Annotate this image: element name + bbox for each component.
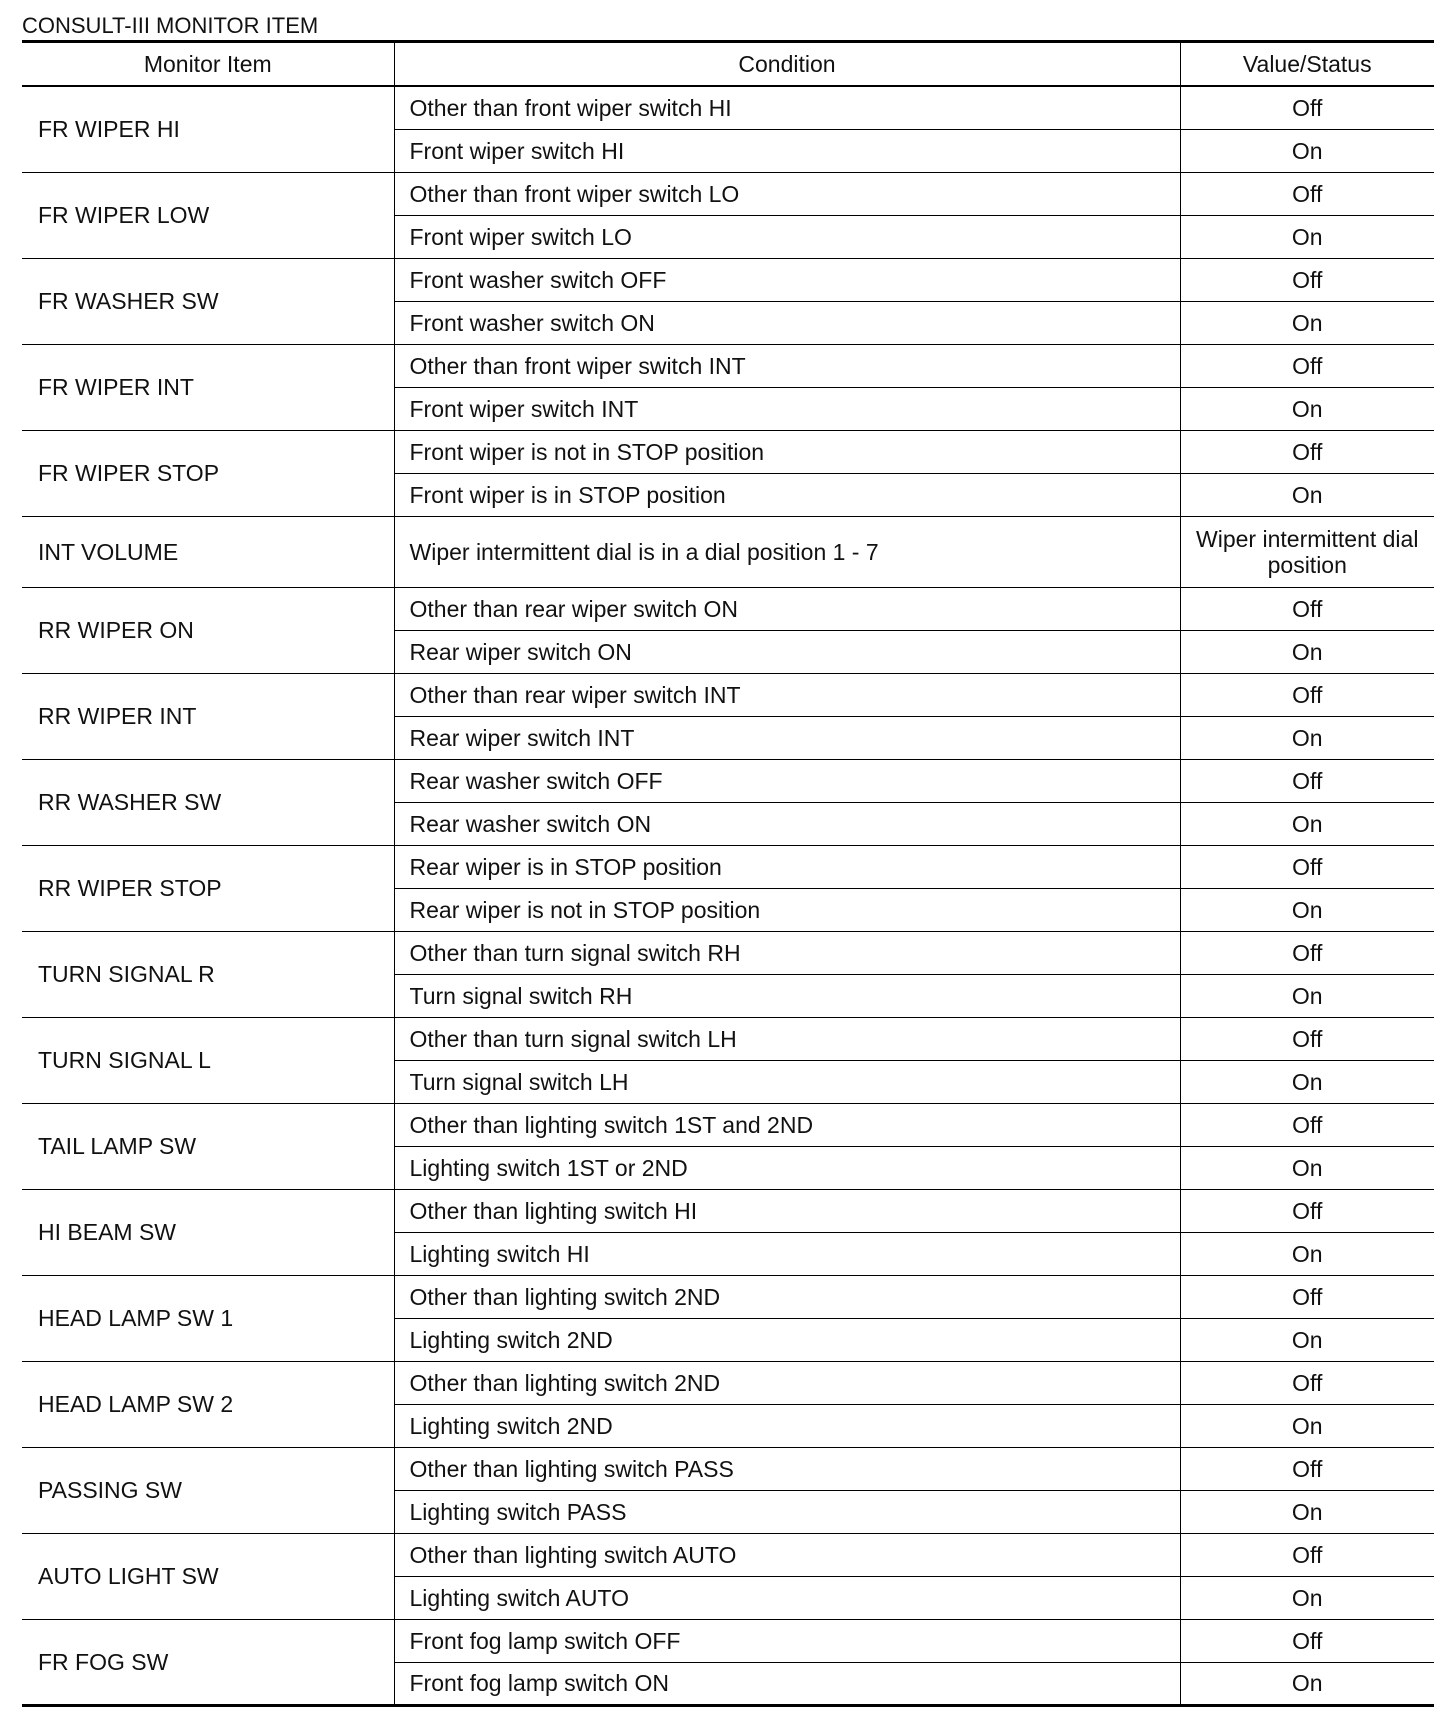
monitor-item-name: TURN SIGNAL L <box>22 1017 394 1103</box>
condition-cell: Other than front wiper switch HI <box>394 86 1180 129</box>
value-status-cell: Wiper intermittent dial position <box>1180 516 1434 587</box>
value-status-cell: On <box>1180 1490 1434 1533</box>
value-status-cell: On <box>1180 1576 1434 1619</box>
table-row <box>22 86 1434 129</box>
condition-cell: Other than turn signal switch LH <box>394 1017 1180 1060</box>
monitor-item-name: HI BEAM SW <box>22 1189 394 1275</box>
condition-cell: Turn signal switch LH <box>394 1060 1180 1103</box>
value-status-cell: On <box>1180 301 1434 344</box>
monitor-item-name: FR WASHER SW <box>22 258 394 344</box>
condition-cell: Other than lighting switch 2ND <box>394 1361 1180 1404</box>
value-status-cell: On <box>1180 215 1434 258</box>
condition-cell: Other than lighting switch 1ST and 2ND <box>394 1103 1180 1146</box>
condition-cell: Lighting switch PASS <box>394 1490 1180 1533</box>
condition-cell: Other than lighting switch AUTO <box>394 1533 1180 1576</box>
value-status-cell: Off <box>1180 172 1434 215</box>
monitor-item-table <box>22 40 1434 1707</box>
value-status-cell: Off <box>1180 1533 1434 1576</box>
value-status-cell: Off <box>1180 1619 1434 1662</box>
condition-cell: Turn signal switch RH <box>394 974 1180 1017</box>
table-row <box>22 845 1434 888</box>
table-row <box>22 172 1434 215</box>
condition-cell: Other than lighting switch PASS <box>394 1447 1180 1490</box>
monitor-item-name: RR WASHER SW <box>22 759 394 845</box>
table-row <box>22 516 1434 587</box>
value-status-cell: Off <box>1180 86 1434 129</box>
value-status-cell: Off <box>1180 587 1434 630</box>
value-status-cell: On <box>1180 802 1434 845</box>
condition-cell: Other than lighting switch HI <box>394 1189 1180 1232</box>
value-status-cell: Off <box>1180 759 1434 802</box>
monitor-item-name: FR WIPER INT <box>22 344 394 430</box>
page-title: CONSULT-III MONITOR ITEM <box>22 13 319 38</box>
table-row <box>22 1533 1434 1576</box>
condition-cell: Front wiper switch LO <box>394 215 1180 258</box>
value-status-cell: Off <box>1180 845 1434 888</box>
table-row <box>22 1447 1434 1490</box>
table-row <box>22 344 1434 387</box>
monitor-item-name: INT VOLUME <box>22 516 394 587</box>
condition-cell: Lighting switch 2ND <box>394 1318 1180 1361</box>
value-status-cell: Off <box>1180 258 1434 301</box>
table-header <box>22 42 1434 87</box>
condition-cell: Front wiper switch HI <box>394 129 1180 172</box>
value-status-cell: Off <box>1180 1017 1434 1060</box>
condition-cell: Front wiper switch INT <box>394 387 1180 430</box>
condition-cell: Wiper intermittent dial is in a dial position 1 - 7 <box>394 516 1180 587</box>
value-status-cell: Off <box>1180 430 1434 473</box>
value-status-cell: On <box>1180 630 1434 673</box>
monitor-item-name: HEAD LAMP SW 1 <box>22 1275 394 1361</box>
value-status-cell: Off <box>1180 1275 1434 1318</box>
table-row <box>22 258 1434 301</box>
condition-cell: Front fog lamp switch OFF <box>394 1619 1180 1662</box>
value-status-cell: On <box>1180 716 1434 759</box>
condition-cell: Rear wiper switch INT <box>394 716 1180 759</box>
condition-cell: Front washer switch OFF <box>394 258 1180 301</box>
value-status-cell: On <box>1180 1232 1434 1275</box>
table-row <box>22 673 1434 716</box>
value-status-cell: On <box>1180 129 1434 172</box>
table-row <box>22 759 1434 802</box>
value-status-cell: Off <box>1180 1447 1434 1490</box>
column-header-condition: Condition <box>394 42 1180 87</box>
monitor-item-name: TAIL LAMP SW <box>22 1103 394 1189</box>
value-status-cell: Off <box>1180 673 1434 716</box>
condition-cell: Rear wiper is in STOP position <box>394 845 1180 888</box>
monitor-item-name: RR WIPER STOP <box>22 845 394 931</box>
table-row <box>22 1189 1434 1232</box>
table-row <box>22 1361 1434 1404</box>
monitor-item-name: AUTO LIGHT SW <box>22 1533 394 1619</box>
condition-cell: Front wiper is in STOP position <box>394 473 1180 516</box>
condition-cell: Other than rear wiper switch INT <box>394 673 1180 716</box>
value-status-cell: On <box>1180 1318 1434 1361</box>
condition-cell: Front fog lamp switch ON <box>394 1662 1180 1705</box>
monitor-item-name: PASSING SW <box>22 1447 394 1533</box>
monitor-item-name: TURN SIGNAL R <box>22 931 394 1017</box>
value-status-cell: Off <box>1180 1103 1434 1146</box>
table-body <box>22 86 1434 1705</box>
condition-cell: Front wiper is not in STOP position <box>394 430 1180 473</box>
value-status-cell: On <box>1180 1146 1434 1189</box>
value-status-cell: On <box>1180 473 1434 516</box>
value-status-cell: On <box>1180 1662 1434 1705</box>
condition-cell: Other than front wiper switch INT <box>394 344 1180 387</box>
condition-cell: Other than front wiper switch LO <box>394 172 1180 215</box>
header-row <box>22 42 1434 87</box>
condition-cell: Lighting switch 1ST or 2ND <box>394 1146 1180 1189</box>
monitor-item-name: RR WIPER INT <box>22 673 394 759</box>
monitor-item-name: FR FOG SW <box>22 1619 394 1705</box>
value-status-cell: Off <box>1180 1361 1434 1404</box>
condition-cell: Rear washer switch ON <box>394 802 1180 845</box>
monitor-item-name: HEAD LAMP SW 2 <box>22 1361 394 1447</box>
value-status-cell: On <box>1180 1060 1434 1103</box>
condition-cell: Other than turn signal switch RH <box>394 931 1180 974</box>
table-row <box>22 1103 1434 1146</box>
value-status-cell: Off <box>1180 344 1434 387</box>
column-header-value-status: Value/Status <box>1180 42 1434 87</box>
condition-cell: Rear wiper switch ON <box>394 630 1180 673</box>
monitor-item-name: FR WIPER STOP <box>22 430 394 516</box>
value-status-cell: On <box>1180 387 1434 430</box>
condition-cell: Lighting switch 2ND <box>394 1404 1180 1447</box>
value-status-cell: On <box>1180 974 1434 1017</box>
condition-cell: Lighting switch AUTO <box>394 1576 1180 1619</box>
column-header-monitor-item: Monitor Item <box>22 42 394 87</box>
condition-cell: Front washer switch ON <box>394 301 1180 344</box>
table-row <box>22 1619 1434 1662</box>
monitor-item-name: FR WIPER HI <box>22 86 394 172</box>
condition-cell: Rear wiper is not in STOP position <box>394 888 1180 931</box>
value-status-cell: Off <box>1180 931 1434 974</box>
value-status-cell: On <box>1180 1404 1434 1447</box>
table-row <box>22 430 1434 473</box>
monitor-item-name: FR WIPER LOW <box>22 172 394 258</box>
value-status-cell: On <box>1180 888 1434 931</box>
table-row <box>22 587 1434 630</box>
value-status-cell: Off <box>1180 1189 1434 1232</box>
condition-cell: Rear washer switch OFF <box>394 759 1180 802</box>
table-row <box>22 1017 1434 1060</box>
monitor-item-name: RR WIPER ON <box>22 587 394 673</box>
table-row <box>22 1275 1434 1318</box>
table-row <box>22 931 1434 974</box>
condition-cell: Lighting switch HI <box>394 1232 1180 1275</box>
condition-cell: Other than lighting switch 2ND <box>394 1275 1180 1318</box>
condition-cell: Other than rear wiper switch ON <box>394 587 1180 630</box>
